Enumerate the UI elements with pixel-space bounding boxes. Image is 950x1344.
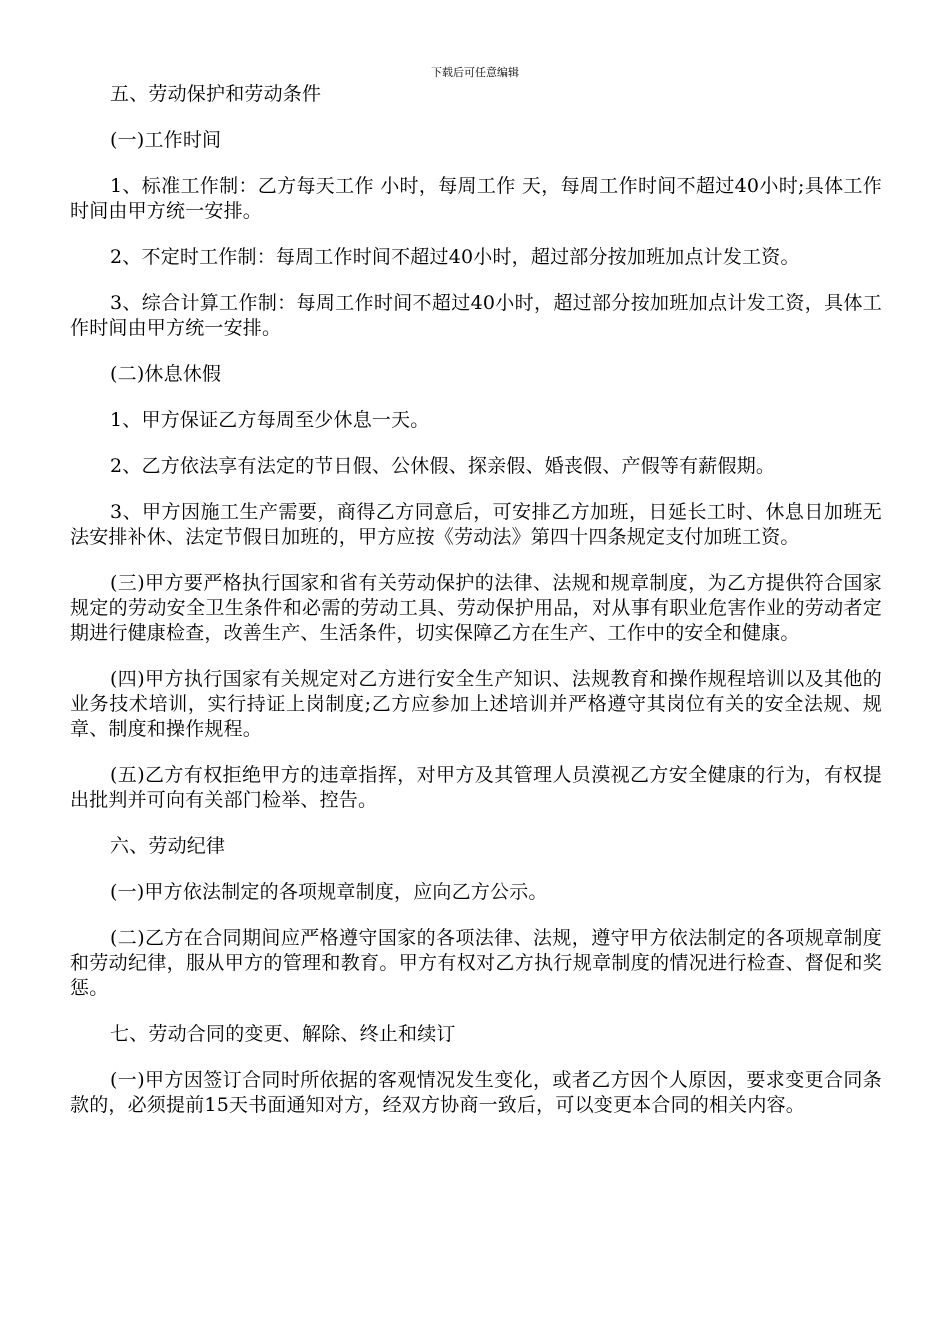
section-heading-6: 六、劳动纪律 — [110, 835, 226, 857]
clause-safety-training: (四)甲方执行国家有关规定对乙方进行安全生产知识、法规教育和操作规程培训以及其他的业务技术培训，实行持证上岗制度;乙方应参加上述培训并严格遵守其岗位有关的安全法规、规章、制度和操作规程。 — [70, 668, 882, 740]
clause-labor-protection: (三)甲方要严格执行国家和省有关劳动保护的法律、法规和规章制度，为乙方提供符合国家规定的劳动安全卫生条件和必需的劳动工具、劳动保护用品，对从事有职业危害作业的劳动者定期进行健康检查，改善生产、生活条件，切实保障乙方在生产、工作中的安全和健康。 — [70, 572, 882, 644]
clause-standard-hours: 1、标准工作制：乙方每天工作 小时，每周工作 天，每周工作时间不超过40小时;具体工作时间由甲方统一安排。 — [70, 175, 882, 222]
section-heading-7: 七、劳动合同的变更、解除、终止和续订 — [110, 1023, 456, 1045]
clause-overtime-pay: 3、甲方因施工生产需要，商得乙方同意后，可安排乙方加班，日延长工时、休息日加班无法安排补休、法定节假日加班的，甲方应按《劳动法》第四十四条规定支付加班工资。 — [70, 501, 882, 548]
clause-paid-leave: 2、乙方依法享有法定的节日假、公休假、探亲假、婚丧假、产假等有薪假期。 — [110, 455, 776, 477]
clause-contract-change: (一)甲方因签订合同时所依据的客观情况发生变化，或者乙方因个人原因，要求变更合同条款的，必须提前15天书面通知对方，经双方协商一致后，可以变更本合同的相关内容。 — [70, 1069, 882, 1116]
clause-weekly-rest: 1、甲方保证乙方每周至少休息一天。 — [110, 409, 430, 431]
subsection-heading-rest-leave: (二)休息休假 — [110, 363, 222, 385]
clause-flexible-hours: 2、不定时工作制：每周工作时间不超过40小时，超过部分按加班加点计发工资。 — [110, 246, 800, 268]
page-header-note: 下载后可任意编辑 — [431, 66, 519, 79]
document-body — [70, 82, 882, 1139]
clause-comprehensive-hours: 3、综合计算工作制：每周工作时间不超过40小时，超过部分按加班加点计发工资，具体工作时间由甲方统一安排。 — [70, 292, 882, 339]
section-heading-5: 五、劳动保护和劳动条件 — [110, 83, 322, 105]
clause-refuse-violation: (五)乙方有权拒绝甲方的违章指挥，对甲方及其管理人员漠视乙方安全健康的行为，有权提出批判并可向有关部门检举、控告。 — [70, 764, 882, 811]
subsection-heading-work-hours: (一)工作时间 — [110, 129, 222, 151]
clause-discipline-compliance: (二)乙方在合同期间应严格遵守国家的各项法律、法规，遵守甲方依法制定的各项规章制度和劳动纪律，服从甲方的管理和教育。甲方有权对乙方执行规章制度的情况进行检查、督促和奖惩。 — [70, 927, 882, 999]
clause-rules-publicity: (一)甲方依法制定的各项规章制度，应向乙方公示。 — [110, 881, 548, 903]
